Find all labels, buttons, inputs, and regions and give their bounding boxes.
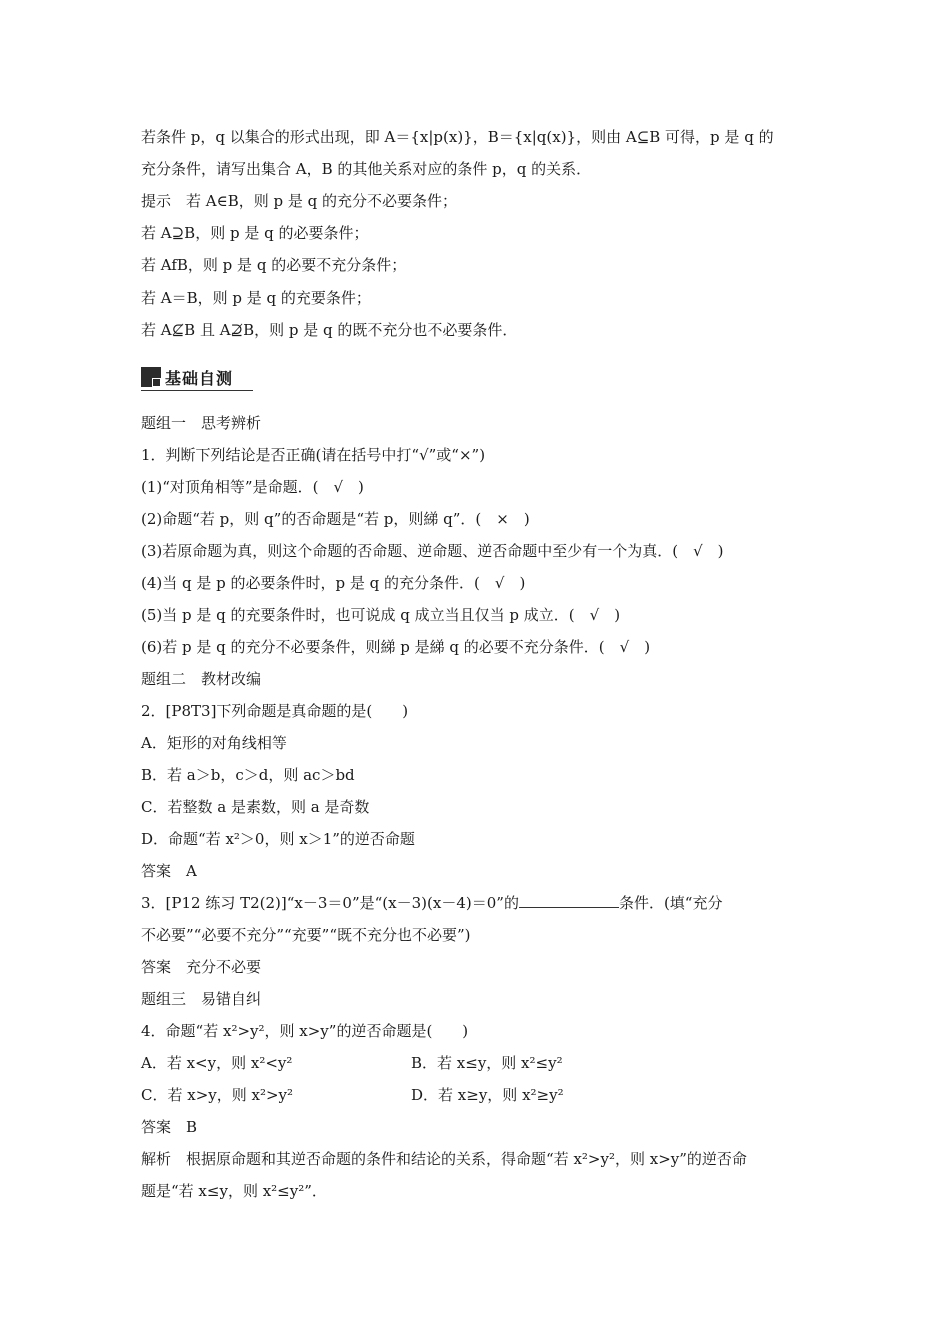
question-4: 4．命题“若 x²>y²，则 x>y”的逆否命题是( ) (141, 1022, 469, 1040)
q1-item-5: (5)当 p 是 q 的充要条件时，也可说成 q 成立当且仅当 p 成立．( √ ) (141, 606, 621, 624)
q3-answer: 答案 充分不必要 (141, 958, 262, 976)
q4-explanation-1: 解析 根据原命题和其逆否命题的条件和结论的关系，得命题“若 x²>y²，则 x>y”的逆否命 (141, 1150, 747, 1168)
q1-item-3: (3)若原命题为真，则这个命题的否命题、逆命题、逆否命题中至少有一个为真．( √ ) (141, 542, 724, 560)
question-3 (141, 893, 722, 913)
section-heading (141, 364, 253, 390)
q2-answer: 答案 A (141, 862, 197, 880)
q4-option-b: B．若 x≤y，则 x²≤y² (411, 1054, 563, 1072)
hint-line-1: 提示 若 A∈B，则 p 是 q 的充分不必要条件； (141, 192, 458, 210)
q4-option-c: C．若 x>y，则 x²>y² (141, 1086, 294, 1104)
question-1: 1．判断下列结论是否正确(请在括号中打“√”或“×”) (141, 446, 486, 464)
hint-line-2: 若 A⊇B，则 p 是 q 的必要条件； (141, 224, 369, 242)
q4-answer: 答案 B (141, 1118, 198, 1136)
question-2: 2．[P8T3]下列命题是真命题的是( ) (141, 702, 409, 720)
question-3-cont: 不必要”“必要不充分”“充要”“既不充分也不必要”) (141, 926, 471, 944)
q2-option-b: B．若 a＞b，c＞d，则 ac＞bd (141, 766, 355, 784)
group-3-title: 题组三 易错自纠 (141, 990, 262, 1008)
hint-line-5: 若 A⊈B 且 A⊉B，则 p 是 q 的既不充分也不必要条件． (141, 321, 518, 339)
q2-option-c: C．若整数 a 是素数，则 a 是奇数 (141, 798, 370, 816)
section-square-icon (141, 367, 161, 387)
q3-text-after-blank: 条件．(填“充分 (618, 894, 723, 912)
intro-line-2: 充分条件，请写出集合 A，B 的其他关系对应的条件 p，q 的关系． (141, 160, 592, 178)
q3-text-before-blank: 3．[P12 练习 T2(2)]“x－3＝0”是“(x－3)(x－4)＝0”的 (141, 894, 519, 912)
section-title: 基础自测 (165, 368, 234, 388)
q4-option-d: D．若 x≥y，则 x²≥y² (411, 1086, 564, 1104)
group-2-title: 题组二 教材改编 (141, 670, 262, 688)
q4-explanation-2: 题是“若 x≤y，则 x²≤y²”． (141, 1182, 327, 1200)
hint-line-4: 若 A＝B，则 p 是 q 的充要条件； (141, 289, 371, 307)
group-1-title: 题组一 思考辨析 (141, 414, 262, 432)
hint-line-3: 若 AfB，则 p 是 q 的必要不充分条件； (141, 256, 407, 274)
answer-blank (519, 893, 619, 908)
q1-item-1: (1)“对顶角相等”是命题．( √ ) (141, 478, 364, 496)
q1-item-4: (4)当 q 是 p 的必要条件时，p 是 q 的充分条件．( √ ) (141, 574, 526, 592)
q1-item-6: (6)若 p 是 q 的充分不必要条件，则綈 p 是綈 q 的必要不充分条件．( √ ) (141, 638, 651, 656)
q2-option-a: A．矩形的对角线相等 (141, 734, 287, 752)
q2-option-d: D．命题“若 x²＞0，则 x＞1”的逆否命题 (141, 830, 415, 848)
section-underline (141, 390, 253, 391)
intro-line-1: 若条件 p，q 以集合的形式出现，即 A＝{x|p(x)}，B＝{x|q(x)}，则由 A⊆B 可得，p 是 q 的 (141, 128, 774, 146)
q4-option-a: A．若 x<y，则 x²<y² (141, 1054, 293, 1072)
q1-item-2: (2)命题“若 p，则 q”的否命题是“若 p，则綈 q”．( × ) (141, 510, 530, 528)
